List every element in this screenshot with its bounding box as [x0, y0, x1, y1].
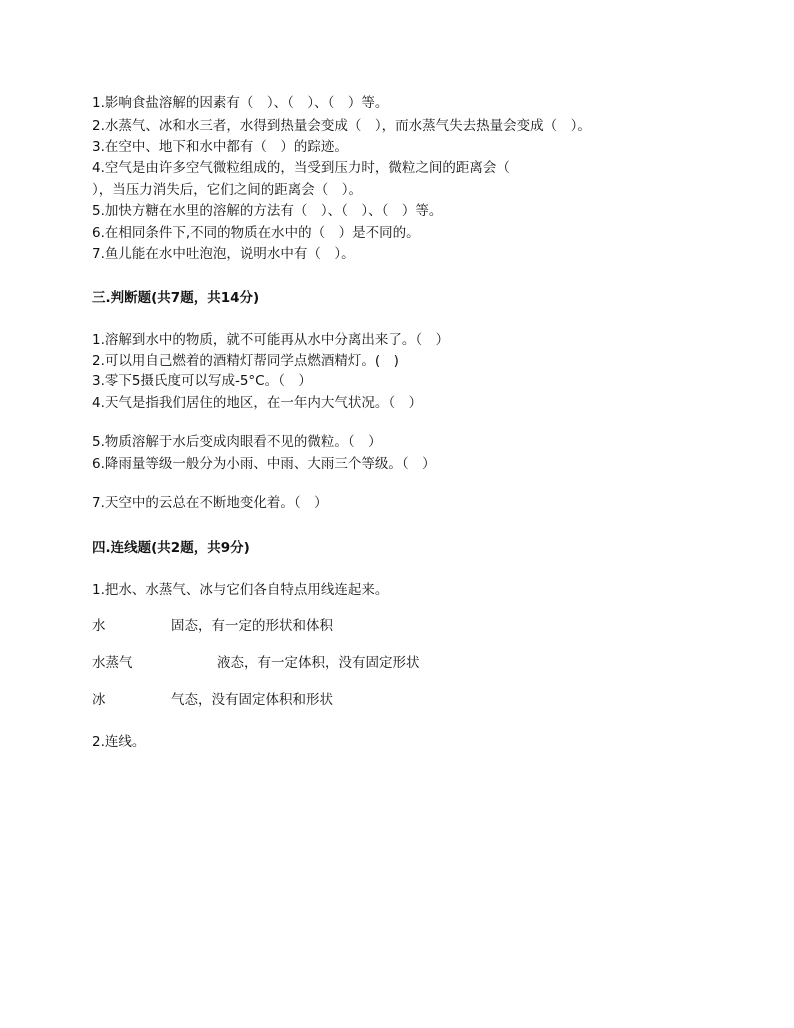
- matching-left-item: 水蒸气: [92, 655, 133, 671]
- fill-blank-item: 7.鱼儿能在水中吐泡泡，说明水中有（ ）。: [92, 246, 355, 262]
- section-heading-matching: 四.连线题(共2题，共9分): [92, 540, 250, 556]
- judgement-item: 7.天空中的云总在不断地变化着。（ ）: [92, 495, 328, 511]
- matching-right-item: 气态，没有固定体积和形状: [171, 692, 333, 708]
- fill-blank-item: 4.空气是由许多空气微粒组成的，当受到压力时，微粒之间的距离会（: [92, 160, 510, 176]
- fill-blank-item: 5.加快方糖在水里的溶解的方法有（ ）、（ ）、（ ）等。: [92, 203, 443, 219]
- matching-right-item: 固态，有一定的形状和体积: [171, 618, 333, 634]
- judgement-item: 6.降雨量等级一般分为小雨、中雨、大雨三个等级。（ ）: [92, 456, 436, 472]
- fill-blank-item: 3.在空中、地下和水中都有（ ）的踪迹。: [92, 139, 348, 155]
- fill-blank-item: 2.水蒸气、冰和水三者，水得到热量会变成（ ），而水蒸气失去热量会变成（ ）。: [92, 118, 591, 134]
- fill-blank-item: 6.在相同条件下,不同的物质在水中的（ ）是不同的。: [92, 225, 420, 241]
- matching-left-item: 冰: [92, 692, 106, 708]
- judgement-item: 4.天气是指我们居住的地区，在一年内大气状况。（ ）: [92, 395, 423, 411]
- matching-question: 2.连线。: [92, 734, 146, 750]
- matching-right-item: 液态，有一定体积，没有固定形状: [217, 655, 420, 671]
- section-heading-judgement: 三.判断题(共7题，共14分): [92, 290, 260, 306]
- judgement-item: 3.零下5摄氏度可以写成-5°C。（ ）: [92, 373, 312, 389]
- judgement-item: 5.物质溶解于水后变成肉眼看不见的微粒。（ ）: [92, 434, 382, 450]
- judgement-item: 1.溶解到水中的物质，就不可能再从水中分离出来了。（ ）: [92, 332, 450, 348]
- fill-blank-item-continuation: ），当压力消失后，它们之间的距离会（ ）。: [92, 182, 362, 198]
- fill-blank-item: 1.影响食盐溶解的因素有（ ）、（ ）、（ ）等。: [92, 95, 389, 111]
- judgement-item: 2.可以用自己燃着的酒精灯帮同学点燃酒精灯。( ): [92, 353, 399, 369]
- matching-question: 1.把水、水蒸气、冰与它们各自特点用线连起来。: [92, 582, 389, 598]
- matching-left-item: 水: [92, 618, 106, 634]
